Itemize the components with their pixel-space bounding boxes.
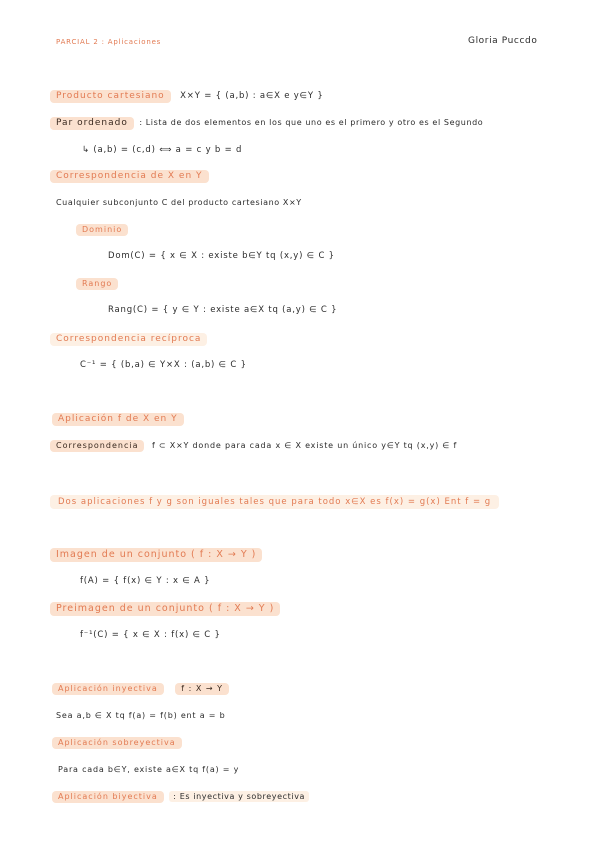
note-line-biyectiva (52, 791, 309, 803)
note-line-dominio (76, 224, 128, 236)
note-line-aplicacion (52, 413, 184, 426)
note-line-inyectiva (52, 683, 229, 695)
note-line-correspondencia (50, 170, 209, 183)
definition-sobreyectiva: Para cada b∈Y, existe a∈X tq f(a) = y (58, 765, 240, 774)
definition-par-ordenado: : Lista de dos elementos en los que uno es el primero y otro es el Segundo (139, 118, 484, 127)
heading-par-ordenado: Par ordenado (50, 117, 134, 130)
definition-biyectiva: : Es inyectiva y sobreyectiva (169, 791, 309, 802)
heading-dominio: Dominio (76, 224, 128, 236)
heading-sobreyectiva: Aplicación sobreyectiva (52, 737, 182, 749)
definition-dominio: Dom(C) = { x ∈ X : existe b∈Y tq (x,y) ∈ C } (108, 251, 335, 261)
heading-correspondencia-aplicacion: Correspondencia (50, 440, 144, 452)
definition-aplicacion: f ⊂ X×Y donde para cada x ∈ X existe un único y∈Y tq (x,y) ∈ f (151, 441, 458, 450)
definition-correspondencia-reciproca: C⁻¹ = { (b,a) ∈ Y×X : (a,b) ∈ C } (80, 360, 247, 370)
definition-rango: Rang(C) = { y ∈ Y : existe a∈X tq (a,y) ∈ C } (108, 305, 338, 315)
subject-title: PARCIAL 2 : Aplicaciones (56, 38, 162, 46)
heading-biyectiva: Aplicación biyectiva (52, 791, 164, 803)
note-line-par-ordenado (50, 117, 483, 130)
heading-rango: Rango (76, 278, 118, 290)
heading-producto-cartesiano: Producto cartesiano (50, 90, 171, 103)
note-line-sobreyectiva (52, 737, 182, 749)
heading-correspondencia: Correspondencia de X en Y (50, 170, 209, 183)
definition-producto-cartesiano: X×Y = { (a,b) : a∈X e y∈Y } (180, 91, 324, 101)
heading-inyectiva: Aplicación inyectiva (52, 683, 164, 695)
definition-inyectiva: Sea a,b ∈ X tq f(a) = f(b) ent a = b (56, 711, 226, 720)
definition-imagen: f(A) = { f(x) ∈ Y : x ∈ A } (80, 576, 211, 586)
note-line-aplicacion-definition (50, 440, 457, 452)
heading-correspondencia-reciproca: Correspondencia recíproca (50, 333, 207, 346)
definition-correspondencia: Cualquier subconjunto C del producto cartesiano X×Y (56, 198, 302, 207)
note-line-dos-aplicaciones (50, 495, 499, 509)
statement-dos-aplicaciones: Dos aplicaciones f y g son iguales tales que para todo x∈X es f(x) = g(x) Ent f = g (50, 495, 499, 509)
note-line-correspondencia-reciproca (50, 333, 207, 346)
heading-imagen: Imagen de un conjunto ( f : X → Y ) (50, 548, 262, 562)
par-ordenado-equality: ↳ (a,b) = (c,d) ⟺ a = c y b = d (82, 145, 243, 155)
heading-preimagen: Preimagen de un conjunto ( f : X → Y ) (50, 602, 280, 616)
note-line-preimagen (50, 602, 280, 616)
note-line-rango (76, 278, 118, 290)
author-name: Gloria Puccdo (468, 36, 538, 46)
note-line-imagen (50, 548, 262, 562)
definition-preimagen: f⁻¹(C) = { x ∈ X : f(x) ∈ C } (80, 630, 221, 640)
inyectiva-mapping: f : X → Y (175, 683, 229, 695)
heading-aplicacion: Aplicación f de X en Y (52, 413, 184, 426)
note-line-producto-cartesiano (50, 90, 324, 103)
